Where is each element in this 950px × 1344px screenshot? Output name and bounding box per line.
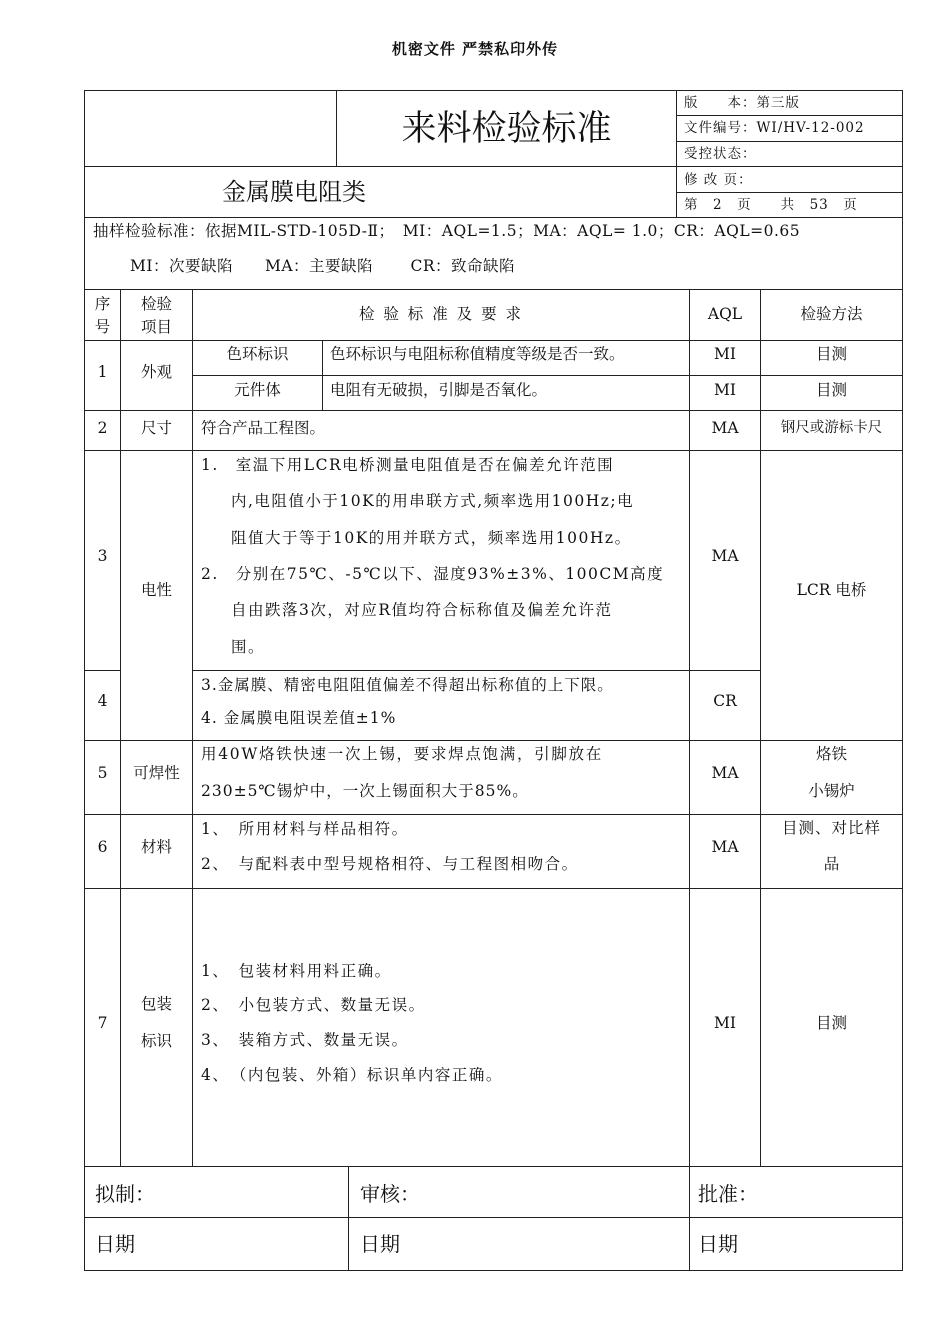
row5-no: 5: [97, 764, 108, 782]
col-aql-header: AQL: [707, 305, 743, 323]
row7-req-line: 1、 包装材料用料正确。: [201, 962, 392, 980]
border-bottom: [84, 1270, 903, 1271]
row-line-4: [84, 740, 903, 741]
row34-method: LCR 电桥: [796, 581, 867, 599]
drafted-by-label: 拟制：: [95, 1182, 155, 1206]
row-line-3-no: [84, 670, 121, 671]
col-no-header-2: 号: [94, 318, 111, 336]
row7-item-line: 包装: [140, 995, 172, 1013]
sampling-standard: 抽样检验标准：依据MIL-STD-105D-Ⅱ； MI：AQL=1.5；MA：AQL= 1.0；CR：AQL=0.65: [93, 222, 801, 240]
row3-no: 3: [97, 547, 108, 565]
row-line-1: [84, 410, 903, 411]
border-top: [84, 90, 903, 91]
approved-by-label: 批准：: [698, 1182, 758, 1206]
row2-item: 尺寸: [140, 419, 172, 437]
col-item-header-1: 检验: [140, 295, 172, 313]
footer-col-1: [348, 1166, 349, 1271]
info-line-2: [676, 141, 903, 142]
row7-method: 目测: [815, 1014, 847, 1032]
row1b-subitem: 元件体: [234, 381, 281, 399]
row7-aql: MI: [714, 1014, 736, 1032]
row1a-aql: MI: [714, 345, 736, 363]
row1b-req: 电阻有无破损，引脚是否氧化。: [330, 381, 548, 399]
footer-col-2: [689, 1166, 690, 1271]
row6-item: 材料: [140, 838, 172, 856]
row3-aql: MA: [711, 547, 739, 565]
row6-aql: MA: [711, 838, 739, 856]
confidential-notice: 机密文件 严禁私印外传: [391, 40, 559, 58]
row1-no: 1: [97, 363, 108, 381]
row-line-1a: [192, 375, 903, 376]
row6-method-line: 品: [823, 855, 840, 873]
row34-item: 电性: [140, 581, 172, 599]
document-number: 文件编号：WI/HV-12-002: [684, 120, 865, 136]
row3-req-line: 自由跌落3次，对应R值均符合标称值及偏差允许范: [231, 601, 613, 619]
row7-no: 7: [97, 1014, 108, 1032]
row3-req-line: 围。: [231, 638, 266, 656]
row-line-head: [84, 340, 903, 341]
row1b-method: 目测: [815, 381, 847, 399]
footer-mid-line: [84, 1217, 903, 1218]
row4-aql: CR: [713, 692, 737, 710]
col-req-header: 检 验 标 准 及 要 求: [358, 305, 524, 323]
row4-req-line: 3.金属膜、精密电阻阻值偏差不得超出标称值的上下限。: [201, 676, 614, 694]
row7-req-line: 3、 装箱方式、数量无误。: [201, 1031, 409, 1049]
row1b-aql: MI: [714, 381, 736, 399]
document-subtitle: 金属膜电阻类: [222, 178, 366, 206]
document-title: 来料检验标准: [401, 109, 612, 149]
row6-method-line: 目测、对比样: [781, 819, 881, 837]
header-bottom-line: [84, 217, 903, 218]
row1a-method: 目测: [815, 345, 847, 363]
row1a-req: 色环标识与电阻标称值精度等级是否一致。: [330, 345, 625, 363]
col-item-header-2: 项目: [140, 318, 172, 336]
row7-req-line: 4、 （内包装、外箱）标识单内容正确。: [201, 1066, 503, 1084]
revision-page: 修 改 页：: [684, 172, 753, 188]
page-info: 第 2 页 共 53 页: [684, 197, 858, 213]
row2-method: 钢尺或游标卡尺: [780, 420, 883, 436]
row6-no: 6: [97, 838, 108, 856]
approved-date-label: 日期: [698, 1232, 738, 1256]
row6-req-line: 2、 与配料表中型号规格相符、与工程图相吻合。: [201, 855, 579, 873]
row2-req: 符合产品工程图。: [201, 419, 326, 437]
row5-item: 可焊性: [133, 764, 180, 782]
row5-method-line: 小锡炉: [808, 782, 855, 800]
row2-aql: MA: [711, 419, 739, 437]
reviewed-by-label: 审核：: [360, 1182, 420, 1206]
row3-req-line: 2. 分别在75℃、-5℃以下、湿度93%±3%、100CM高度: [201, 565, 665, 583]
sampling-bottom-line: [84, 289, 903, 290]
row2-no: 2: [97, 419, 108, 437]
row5-req-line: 230±5℃锡炉中，一次上锡面积大于85%。: [201, 782, 529, 800]
row7-req-line: 2、 小包装方式、数量无误。: [201, 996, 426, 1014]
row-line-7: [84, 1166, 903, 1167]
col-method-header: 检验方法: [800, 305, 863, 323]
row3-req-line: 内,电阻值小于10K的用串联方式,频率选用100Hz;电: [231, 492, 635, 510]
header-title-underline: [84, 166, 677, 167]
col-line-item: [192, 289, 193, 1167]
border-left: [84, 90, 85, 1271]
info-line-1: [676, 115, 903, 116]
row5-aql: MA: [711, 764, 739, 782]
row5-method-line: 烙铁: [815, 745, 847, 763]
row-line-6: [84, 888, 903, 889]
row5-req-line: 用40W烙铁快速一次上锡，要求焊点饱满，引脚放在: [201, 745, 603, 763]
version-info: 版 本：第三版: [684, 95, 800, 111]
info-line-3: [676, 166, 903, 167]
row-line-2: [84, 450, 903, 451]
row4-req-line: 4. 金属膜电阻误差值±1%: [201, 709, 397, 727]
row4-no: 4: [97, 692, 108, 710]
row3-req-line: 阻值大于等于10K的用并联方式，频率选用100Hz。: [231, 529, 632, 547]
row-line-3: [192, 670, 761, 671]
header-divider-right: [676, 90, 677, 217]
info-line-4: [676, 192, 903, 193]
col-no-header-1: 序: [94, 295, 111, 313]
drafted-date-label: 日期: [95, 1232, 135, 1256]
row3-req-line: 1. 室温下用LCR电桥测量电阻值是否在偏差允许范围: [201, 456, 615, 474]
row6-req-line: 1、 所用材料与样品相符。: [201, 820, 409, 838]
row1-item: 外观: [140, 363, 172, 381]
row-line-5: [84, 814, 903, 815]
control-status: 受控状态：: [684, 146, 757, 162]
defect-legend: MI：次要缺陷 MA：主要缺陷 CR：致命缺陷: [130, 257, 516, 275]
row1a-subitem: 色环标识: [226, 345, 289, 363]
row7-item-line: 标识: [140, 1032, 172, 1050]
reviewed-date-label: 日期: [360, 1232, 400, 1256]
border-right: [902, 90, 903, 1271]
